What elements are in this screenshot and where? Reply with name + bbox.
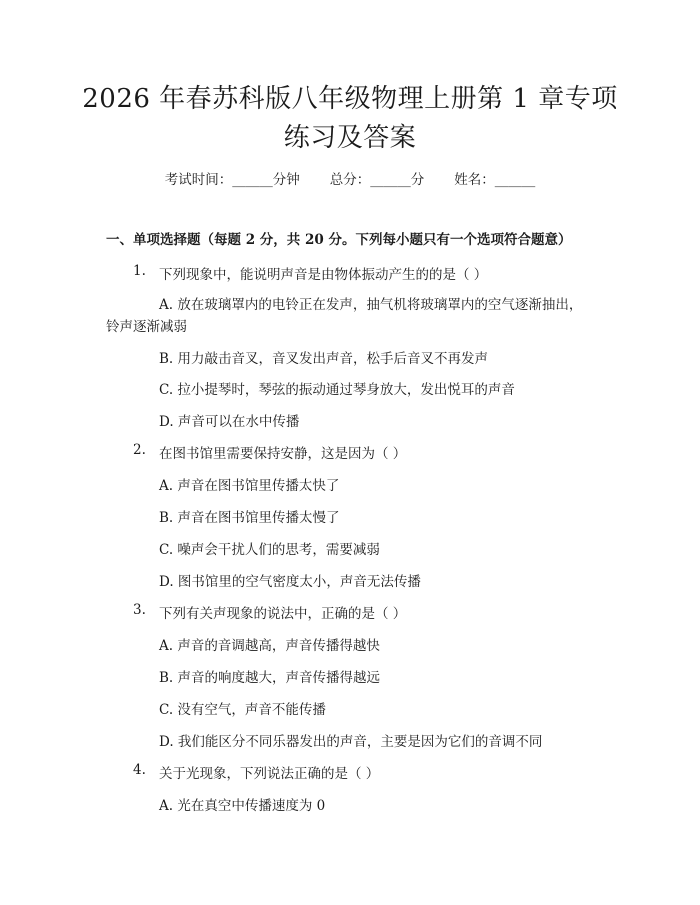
option-a: A. 放在玻璃罩内的电铃正在发声，抽气机将玻璃罩内的空气逐渐抽出， <box>159 297 583 313</box>
question-text: 关于光现象，下列说法正确的是（ ） <box>159 766 380 782</box>
section-heading: 一、单项选择题（每题 2 分，共 20 分。下列每小题只有一个选项符合题意） <box>106 232 572 248</box>
document-title-line-1: 2026 年春苏科版八年级物理上册第 1 章专项 <box>82 84 618 114</box>
question-number: 3. <box>133 602 146 618</box>
question-text: 在图书馆里需要保持安静，这是因为（ ） <box>159 446 407 462</box>
option-a: A. 声音在图书馆里传播太快了 <box>159 478 340 494</box>
student-name-field: 姓名：______ <box>454 172 536 188</box>
option-d: D. 声音可以在水中传播 <box>159 414 300 430</box>
total-score-field: 总分：______分 <box>329 172 425 188</box>
option-c: C. 拉小提琴时，琴弦的振动通过琴身放大，发出悦耳的声音 <box>159 382 515 398</box>
option-b: B. 用力敲击音叉，音叉发出声音，松手后音叉不再发声 <box>159 351 489 367</box>
option-d: D. 图书馆里的空气密度太小，声音无法传播 <box>159 574 421 590</box>
option-b: B. 声音在图书馆里传播太慢了 <box>159 510 340 526</box>
question-number: 1. <box>133 263 146 279</box>
document-title-line-2: 练习及答案 <box>283 123 417 153</box>
option-b: B. 声音的响度越大，声音传播得越远 <box>159 670 381 686</box>
question-text: 下列有关声现象的说法中，正确的是（ ） <box>159 606 407 622</box>
option-a-continuation: 铃声逐渐减弱 <box>106 319 187 335</box>
option-a: A. 声音的音调越高，声音传播得越快 <box>159 638 380 654</box>
question-text: 下列现象中，能说明声音是由物体振动产生的的是（ ） <box>159 267 488 283</box>
exam-info-row <box>0 168 700 188</box>
option-c: C. 噪声会干扰人们的思考，需要减弱 <box>159 542 380 558</box>
exam-time-field: 考试时间：______分钟 <box>164 172 300 188</box>
option-c: C. 没有空气，声音不能传播 <box>159 702 326 718</box>
option-d: D. 我们能区分不同乐器发出的声音，主要是因为它们的音调不同 <box>159 734 543 750</box>
question-number: 4. <box>133 762 146 778</box>
question-number: 2. <box>133 442 146 458</box>
option-a: A. 光在真空中传播速度为 0 <box>159 798 326 814</box>
